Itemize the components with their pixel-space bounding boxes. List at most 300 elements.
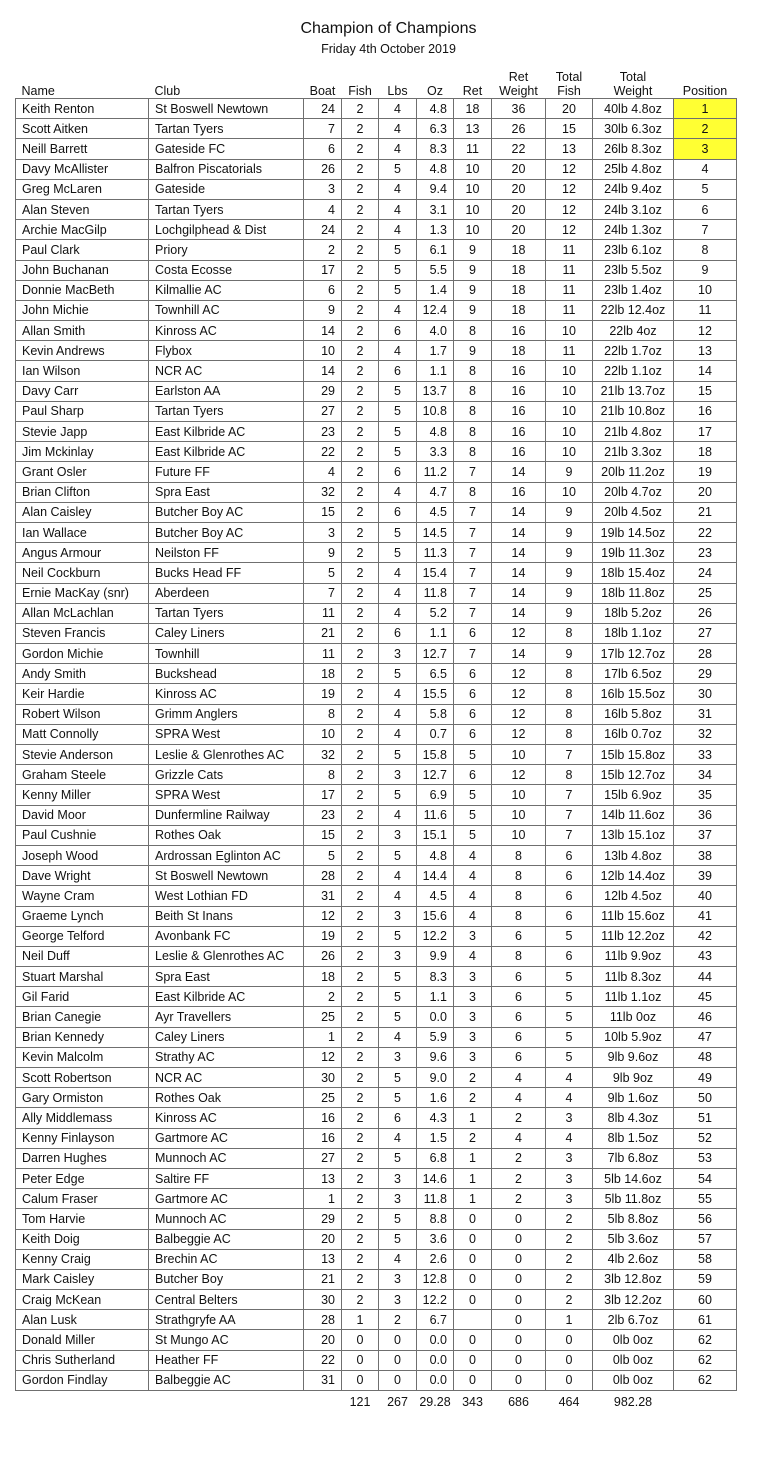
table-row bbox=[16, 361, 737, 381]
cell-lbs: 0 bbox=[379, 1350, 417, 1370]
cell-ret-weight: 0 bbox=[492, 1229, 546, 1249]
cell-club: East Kilbride AC bbox=[149, 987, 304, 1007]
cell-oz: 1.6 bbox=[417, 1088, 454, 1108]
cell-fish: 2 bbox=[342, 522, 379, 542]
cell-oz: 14.5 bbox=[417, 522, 454, 542]
cell-boat: 6 bbox=[304, 280, 342, 300]
cell-fish: 2 bbox=[342, 341, 379, 361]
cell-position: 36 bbox=[674, 805, 737, 825]
cell-ret-weight: 12 bbox=[492, 623, 546, 643]
cell-boat: 7 bbox=[304, 583, 342, 603]
table-row bbox=[16, 462, 737, 482]
table-row bbox=[16, 724, 737, 744]
cell-position: 47 bbox=[674, 1027, 737, 1047]
cell-total-fish: 10 bbox=[546, 401, 593, 421]
page-title: Champion of Champions bbox=[300, 20, 477, 37]
cell-lbs: 6 bbox=[379, 502, 417, 522]
cell-club: SPRA West bbox=[149, 785, 304, 805]
cell-ret: 7 bbox=[454, 583, 492, 603]
cell-total-fish: 7 bbox=[546, 825, 593, 845]
col-header-position: Position bbox=[682, 84, 728, 98]
col-header-total-weight-line2: Weight bbox=[613, 84, 653, 98]
cell-club: East Kilbride AC bbox=[149, 442, 304, 462]
table-row bbox=[16, 1310, 737, 1330]
cell-fish: 2 bbox=[342, 1209, 379, 1229]
cell-total-fish: 10 bbox=[546, 361, 593, 381]
cell-oz: 15.4 bbox=[417, 563, 454, 583]
cell-total-weight: 9lb 9.6oz bbox=[593, 1047, 674, 1067]
cell-name: Graham Steele bbox=[16, 765, 149, 785]
cell-total-fish: 20 bbox=[546, 99, 593, 119]
col-header-club: Club bbox=[154, 84, 181, 98]
cell-fish: 2 bbox=[342, 926, 379, 946]
table-row bbox=[16, 886, 737, 906]
total-ret-weight: 686 bbox=[508, 1395, 529, 1409]
cell-ret: 4 bbox=[454, 845, 492, 865]
cell-ret: 7 bbox=[454, 603, 492, 623]
cell-boat: 22 bbox=[304, 442, 342, 462]
cell-total-weight: 21lb 3.3oz bbox=[593, 442, 674, 462]
cell-boat: 1 bbox=[304, 1189, 342, 1209]
cell-name: Joseph Wood bbox=[16, 845, 149, 865]
cell-position: 50 bbox=[674, 1088, 737, 1108]
cell-lbs: 4 bbox=[379, 583, 417, 603]
cell-total-fish: 0 bbox=[546, 1350, 593, 1370]
cell-total-weight: 11lb 12.2oz bbox=[593, 926, 674, 946]
cell-ret-weight: 14 bbox=[492, 502, 546, 522]
cell-fish: 2 bbox=[342, 381, 379, 401]
cell-position: 3 bbox=[674, 139, 737, 159]
cell-ret: 0 bbox=[454, 1209, 492, 1229]
cell-club: Rothes Oak bbox=[149, 1088, 304, 1108]
cell-fish: 2 bbox=[342, 220, 379, 240]
cell-club: Strathgryfe AA bbox=[149, 1310, 304, 1330]
cell-position: 62 bbox=[674, 1350, 737, 1370]
cell-ret-weight: 4 bbox=[492, 1128, 546, 1148]
table-row bbox=[16, 1007, 737, 1027]
col-header-total-fish-line2: Fish bbox=[557, 84, 581, 98]
cell-name: Craig McKean bbox=[16, 1290, 149, 1310]
cell-fish: 2 bbox=[342, 502, 379, 522]
cell-name: John Michie bbox=[16, 300, 149, 320]
cell-club: Gateside FC bbox=[149, 139, 304, 159]
cell-fish: 2 bbox=[342, 684, 379, 704]
cell-position: 57 bbox=[674, 1229, 737, 1249]
cell-club: St Boswell Newtown bbox=[149, 99, 304, 119]
cell-position: 26 bbox=[674, 603, 737, 623]
cell-lbs: 4 bbox=[379, 220, 417, 240]
results-table bbox=[15, 62, 737, 1413]
cell-fish: 2 bbox=[342, 886, 379, 906]
cell-total-fish: 0 bbox=[546, 1330, 593, 1350]
cell-total-weight: 18lb 1.1oz bbox=[593, 623, 674, 643]
cell-club: SPRA West bbox=[149, 724, 304, 744]
cell-position: 4 bbox=[674, 159, 737, 179]
cell-fish: 2 bbox=[342, 765, 379, 785]
cell-oz: 11.8 bbox=[417, 1189, 454, 1209]
table-row bbox=[16, 1148, 737, 1168]
cell-total-weight: 23lb 1.4oz bbox=[593, 280, 674, 300]
cell-total-weight: 21lb 10.8oz bbox=[593, 401, 674, 421]
cell-ret: 1 bbox=[454, 1108, 492, 1128]
cell-lbs: 3 bbox=[379, 644, 417, 664]
cell-fish: 2 bbox=[342, 946, 379, 966]
cell-ret-weight: 14 bbox=[492, 543, 546, 563]
cell-ret-weight: 6 bbox=[492, 1007, 546, 1027]
cell-lbs: 5 bbox=[379, 745, 417, 765]
cell-position: 60 bbox=[674, 1290, 737, 1310]
cell-lbs: 5 bbox=[379, 442, 417, 462]
cell-ret: 8 bbox=[454, 321, 492, 341]
cell-oz: 9.4 bbox=[417, 179, 454, 199]
cell-position: 25 bbox=[674, 583, 737, 603]
cell-position: 55 bbox=[674, 1189, 737, 1209]
cell-total-weight: 0lb 0oz bbox=[593, 1370, 674, 1390]
col-header-total-weight-line1: Total bbox=[619, 70, 647, 84]
cell-boat: 24 bbox=[304, 99, 342, 119]
cell-club: Ayr Travellers bbox=[149, 1007, 304, 1027]
cell-fish: 2 bbox=[342, 361, 379, 381]
table-row bbox=[16, 1168, 737, 1188]
cell-boat: 7 bbox=[304, 119, 342, 139]
col-header-fish: Fish bbox=[348, 84, 372, 98]
cell-oz: 4.8 bbox=[417, 159, 454, 179]
cell-ret: 6 bbox=[454, 664, 492, 684]
cell-club: Butcher Boy bbox=[149, 1269, 304, 1289]
cell-boat: 27 bbox=[304, 401, 342, 421]
cell-ret: 2 bbox=[454, 1128, 492, 1148]
cell-oz: 2.6 bbox=[417, 1249, 454, 1269]
cell-position: 49 bbox=[674, 1068, 737, 1088]
col-header-total-weight bbox=[593, 62, 674, 99]
cell-lbs: 4 bbox=[379, 886, 417, 906]
cell-total-weight: 19lb 14.5oz bbox=[593, 522, 674, 542]
table-row bbox=[16, 1189, 737, 1209]
cell-total-weight: 40lb 4.8oz bbox=[593, 99, 674, 119]
cell-position: 61 bbox=[674, 1310, 737, 1330]
cell-club: Tartan Tyers bbox=[149, 119, 304, 139]
cell-name: Calum Fraser bbox=[16, 1189, 149, 1209]
table-row bbox=[16, 967, 737, 987]
table-row bbox=[16, 220, 737, 240]
cell-lbs: 5 bbox=[379, 1007, 417, 1027]
totals-row bbox=[16, 1391, 737, 1414]
cell-total-fish: 2 bbox=[546, 1269, 593, 1289]
cell-total-fish: 5 bbox=[546, 987, 593, 1007]
cell-ret-weight: 0 bbox=[492, 1269, 546, 1289]
cell-total-weight: 17lb 12.7oz bbox=[593, 644, 674, 664]
cell-ret: 6 bbox=[454, 684, 492, 704]
cell-name: Ian Wilson bbox=[16, 361, 149, 381]
cell-ret: 0 bbox=[454, 1370, 492, 1390]
cell-name: Kevin Malcolm bbox=[16, 1047, 149, 1067]
cell-ret: 11 bbox=[454, 139, 492, 159]
cell-total-fish: 2 bbox=[546, 1249, 593, 1269]
cell-name: Ally Middlemass bbox=[16, 1108, 149, 1128]
cell-fish: 2 bbox=[342, 967, 379, 987]
cell-total-weight: 3lb 12.2oz bbox=[593, 1290, 674, 1310]
cell-ret: 2 bbox=[454, 1068, 492, 1088]
cell-lbs: 3 bbox=[379, 1269, 417, 1289]
cell-position: 13 bbox=[674, 341, 737, 361]
cell-ret: 3 bbox=[454, 987, 492, 1007]
cell-boat: 16 bbox=[304, 1128, 342, 1148]
cell-ret: 4 bbox=[454, 886, 492, 906]
cell-total-fish: 5 bbox=[546, 1007, 593, 1027]
cell-ret-weight: 6 bbox=[492, 926, 546, 946]
cell-fish: 2 bbox=[342, 1027, 379, 1047]
cell-total-fish: 0 bbox=[546, 1370, 593, 1390]
cell-total-fish: 11 bbox=[546, 300, 593, 320]
cell-position: 16 bbox=[674, 401, 737, 421]
cell-name: Brian Canegie bbox=[16, 1007, 149, 1027]
cell-name: Davy Carr bbox=[16, 381, 149, 401]
cell-total-fish: 1 bbox=[546, 1310, 593, 1330]
cell-boat: 28 bbox=[304, 866, 342, 886]
col-header-ret-weight bbox=[492, 62, 546, 99]
cell-total-weight: 9lb 9oz bbox=[593, 1068, 674, 1088]
table-row bbox=[16, 765, 737, 785]
cell-lbs: 3 bbox=[379, 825, 417, 845]
cell-ret-weight: 8 bbox=[492, 946, 546, 966]
cell-ret-weight: 8 bbox=[492, 845, 546, 865]
cell-boat: 4 bbox=[304, 462, 342, 482]
total-lbs: 267 bbox=[387, 1395, 408, 1409]
cell-total-weight: 23lb 6.1oz bbox=[593, 240, 674, 260]
cell-boat: 15 bbox=[304, 825, 342, 845]
cell-club: Gateside bbox=[149, 179, 304, 199]
cell-boat: 14 bbox=[304, 361, 342, 381]
cell-boat: 10 bbox=[304, 341, 342, 361]
cell-oz: 15.5 bbox=[417, 684, 454, 704]
cell-club: Tartan Tyers bbox=[149, 603, 304, 623]
cell-name: Keir Hardie bbox=[16, 684, 149, 704]
cell-club: East Kilbride AC bbox=[149, 422, 304, 442]
cell-position: 35 bbox=[674, 785, 737, 805]
results-body bbox=[16, 99, 737, 1391]
cell-total-weight: 0lb 0oz bbox=[593, 1330, 674, 1350]
cell-ret-weight: 10 bbox=[492, 745, 546, 765]
table-row bbox=[16, 502, 737, 522]
cell-club: Avonbank FC bbox=[149, 926, 304, 946]
cell-oz: 5.8 bbox=[417, 704, 454, 724]
cell-total-fish: 9 bbox=[546, 522, 593, 542]
cell-boat: 26 bbox=[304, 159, 342, 179]
cell-lbs: 3 bbox=[379, 1290, 417, 1310]
cell-total-fish: 10 bbox=[546, 482, 593, 502]
col-header-ret: Ret bbox=[462, 84, 483, 98]
cell-position: 45 bbox=[674, 987, 737, 1007]
cell-fish: 0 bbox=[342, 1330, 379, 1350]
cell-ret: 13 bbox=[454, 119, 492, 139]
cell-ret-weight: 12 bbox=[492, 704, 546, 724]
cell-total-weight: 16lb 15.5oz bbox=[593, 684, 674, 704]
cell-fish: 2 bbox=[342, 825, 379, 845]
table-row bbox=[16, 583, 737, 603]
cell-oz: 15.1 bbox=[417, 825, 454, 845]
cell-ret: 10 bbox=[454, 179, 492, 199]
cell-name: Matt Connolly bbox=[16, 724, 149, 744]
cell-oz: 1.1 bbox=[417, 987, 454, 1007]
cell-position: 43 bbox=[674, 946, 737, 966]
cell-position: 32 bbox=[674, 724, 737, 744]
table-row bbox=[16, 139, 737, 159]
cell-lbs: 5 bbox=[379, 785, 417, 805]
cell-lbs: 4 bbox=[379, 1249, 417, 1269]
cell-name: Peter Edge bbox=[16, 1168, 149, 1188]
table-row bbox=[16, 644, 737, 664]
cell-ret: 3 bbox=[454, 1007, 492, 1027]
cell-total-weight: 5lb 3.6oz bbox=[593, 1229, 674, 1249]
cell-position: 38 bbox=[674, 845, 737, 865]
cell-boat: 27 bbox=[304, 1148, 342, 1168]
cell-ret: 1 bbox=[454, 1168, 492, 1188]
cell-total-fish: 6 bbox=[546, 906, 593, 926]
cell-boat: 29 bbox=[304, 1209, 342, 1229]
cell-oz: 12.4 bbox=[417, 300, 454, 320]
cell-oz: 14.4 bbox=[417, 866, 454, 886]
table-row bbox=[16, 866, 737, 886]
cell-name: Scott Robertson bbox=[16, 1068, 149, 1088]
cell-oz: 0.0 bbox=[417, 1007, 454, 1027]
col-header-ret-weight-line1: Ret bbox=[508, 70, 529, 84]
cell-club: Townhill AC bbox=[149, 300, 304, 320]
cell-boat: 18 bbox=[304, 664, 342, 684]
cell-total-fish: 8 bbox=[546, 724, 593, 744]
cell-fish: 2 bbox=[342, 644, 379, 664]
cell-oz: 12.2 bbox=[417, 1290, 454, 1310]
table-row bbox=[16, 1209, 737, 1229]
cell-fish: 2 bbox=[342, 300, 379, 320]
cell-name: Stevie Japp bbox=[16, 422, 149, 442]
cell-ret-weight: 16 bbox=[492, 422, 546, 442]
cell-lbs: 5 bbox=[379, 845, 417, 865]
table-row bbox=[16, 1290, 737, 1310]
cell-ret-weight: 18 bbox=[492, 260, 546, 280]
total-total-fish: 464 bbox=[558, 1395, 580, 1409]
cell-club: Gartmore AC bbox=[149, 1189, 304, 1209]
cell-ret bbox=[454, 1310, 492, 1330]
cell-oz: 12.2 bbox=[417, 926, 454, 946]
cell-ret-weight: 16 bbox=[492, 401, 546, 421]
table-row bbox=[16, 805, 737, 825]
cell-total-fish: 5 bbox=[546, 967, 593, 987]
cell-total-weight: 11lb 9.9oz bbox=[593, 946, 674, 966]
cell-position: 14 bbox=[674, 361, 737, 381]
cell-oz: 0.0 bbox=[417, 1330, 454, 1350]
cell-name: Alan Lusk bbox=[16, 1310, 149, 1330]
cell-boat: 23 bbox=[304, 422, 342, 442]
cell-ret: 3 bbox=[454, 967, 492, 987]
cell-boat: 13 bbox=[304, 1249, 342, 1269]
cell-name: Paul Sharp bbox=[16, 401, 149, 421]
cell-ret-weight: 14 bbox=[492, 563, 546, 583]
cell-ret-weight: 0 bbox=[492, 1330, 546, 1350]
table-row bbox=[16, 240, 737, 260]
cell-fish: 2 bbox=[342, 401, 379, 421]
cell-total-fish: 7 bbox=[546, 745, 593, 765]
cell-position: 15 bbox=[674, 381, 737, 401]
cell-position: 54 bbox=[674, 1168, 737, 1188]
table-row bbox=[16, 1068, 737, 1088]
cell-ret-weight: 20 bbox=[492, 159, 546, 179]
cell-boat: 8 bbox=[304, 704, 342, 724]
cell-position: 17 bbox=[674, 422, 737, 442]
cell-boat: 31 bbox=[304, 1370, 342, 1390]
cell-lbs: 5 bbox=[379, 664, 417, 684]
cell-total-fish: 8 bbox=[546, 664, 593, 684]
cell-total-fish: 9 bbox=[546, 583, 593, 603]
cell-total-fish: 3 bbox=[546, 1148, 593, 1168]
cell-club: Munnoch AC bbox=[149, 1148, 304, 1168]
cell-fish: 2 bbox=[342, 482, 379, 502]
cell-boat: 28 bbox=[304, 1310, 342, 1330]
cell-position: 7 bbox=[674, 220, 737, 240]
cell-name: Darren Hughes bbox=[16, 1148, 149, 1168]
cell-fish: 2 bbox=[342, 260, 379, 280]
cell-ret-weight: 0 bbox=[492, 1290, 546, 1310]
table-row bbox=[16, 1108, 737, 1128]
cell-club: Spra East bbox=[149, 967, 304, 987]
table-row bbox=[16, 280, 737, 300]
table-row bbox=[16, 906, 737, 926]
cell-name: Andy Smith bbox=[16, 664, 149, 684]
cell-fish: 2 bbox=[342, 442, 379, 462]
cell-fish: 2 bbox=[342, 280, 379, 300]
cell-position: 2 bbox=[674, 119, 737, 139]
cell-lbs: 5 bbox=[379, 1209, 417, 1229]
cell-name: Gary Ormiston bbox=[16, 1088, 149, 1108]
cell-name: Keith Renton bbox=[16, 99, 149, 119]
cell-lbs: 4 bbox=[379, 482, 417, 502]
cell-total-weight: 5lb 14.6oz bbox=[593, 1168, 674, 1188]
cell-oz: 0.0 bbox=[417, 1350, 454, 1370]
cell-ret: 8 bbox=[454, 442, 492, 462]
cell-total-fish: 15 bbox=[546, 119, 593, 139]
cell-total-fish: 3 bbox=[546, 1189, 593, 1209]
cell-ret: 7 bbox=[454, 462, 492, 482]
cell-oz: 4.8 bbox=[417, 422, 454, 442]
table-row bbox=[16, 1128, 737, 1148]
cell-ret: 8 bbox=[454, 381, 492, 401]
cell-total-fish: 6 bbox=[546, 946, 593, 966]
cell-fish: 2 bbox=[342, 1189, 379, 1209]
cell-oz: 12.8 bbox=[417, 1269, 454, 1289]
cell-ret-weight: 2 bbox=[492, 1168, 546, 1188]
cell-boat: 3 bbox=[304, 179, 342, 199]
cell-ret: 3 bbox=[454, 926, 492, 946]
cell-name: Keith Doig bbox=[16, 1229, 149, 1249]
cell-total-weight: 18lb 5.2oz bbox=[593, 603, 674, 623]
cell-lbs: 5 bbox=[379, 422, 417, 442]
cell-ret-weight: 4 bbox=[492, 1068, 546, 1088]
cell-oz: 0.0 bbox=[417, 1370, 454, 1390]
table-row bbox=[16, 603, 737, 623]
cell-position: 11 bbox=[674, 300, 737, 320]
cell-ret-weight: 20 bbox=[492, 199, 546, 219]
cell-boat: 19 bbox=[304, 684, 342, 704]
cell-boat: 3 bbox=[304, 522, 342, 542]
cell-total-fish: 12 bbox=[546, 179, 593, 199]
cell-lbs: 4 bbox=[379, 139, 417, 159]
cell-lbs: 3 bbox=[379, 906, 417, 926]
cell-total-weight: 30lb 6.3oz bbox=[593, 119, 674, 139]
cell-lbs: 4 bbox=[379, 179, 417, 199]
cell-ret: 6 bbox=[454, 623, 492, 643]
cell-total-weight: 0lb 0oz bbox=[593, 1350, 674, 1370]
cell-position: 44 bbox=[674, 967, 737, 987]
cell-fish: 2 bbox=[342, 1229, 379, 1249]
